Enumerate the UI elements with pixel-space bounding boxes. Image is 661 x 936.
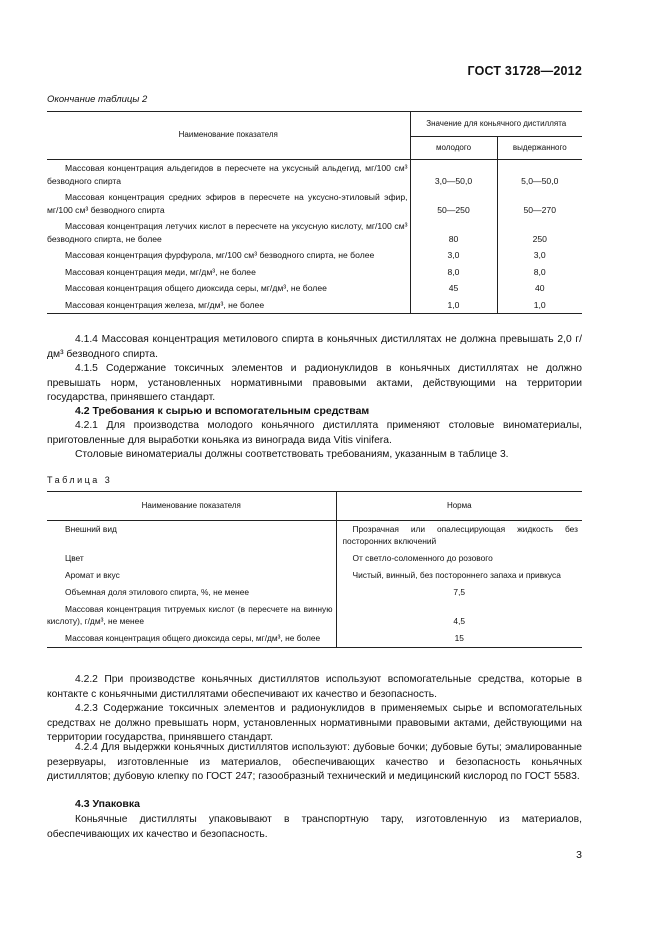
page-number: 3	[576, 849, 582, 861]
table-row	[47, 297, 582, 314]
table2-row-young: 50—250	[410, 189, 497, 218]
table2-row-young: 3,0—50,0	[410, 160, 497, 190]
table-row	[47, 630, 582, 648]
table3-header-name: Наименование показателя	[47, 492, 336, 521]
table2-row-name: Массовая концентрация железа, мг/дм³, не более	[65, 299, 265, 310]
table-2	[47, 111, 582, 314]
paragraph-4-2-1: 4.2.1 Для производства молодого коньячного дистиллята применяют столовые виноматериалы, приготовленные для выработки коньяка из винограда вида Vitis vinifera.	[47, 420, 582, 446]
table2-row-young: 3,0	[410, 247, 497, 264]
table3-row-norm: От светло-соломенного до розового	[352, 553, 493, 563]
table3-row-name: Цвет	[65, 553, 84, 563]
table2-row-aged: 1,0	[497, 297, 582, 314]
paragraph-4-3: Коньячные дистилляты упаковывают в транспортную тару, изготовленную из материалов, обеспечивающих их качество и безопасность.	[47, 814, 582, 840]
paragraph-4-2-4: 4.2.4 Для выдержки коньячных дистиллятов используют: дубовые бочки; дубовые буты; эмалированные резервуары, изготовленные из материалов, обеспечивающих качество и безопасность коньячных дистиллятов; дубовую клепку по ГОСТ 247; газообразный технический и медицинский кислород по ГОСТ 5583.	[47, 742, 582, 782]
table3-row-norm: 15	[336, 630, 582, 648]
table3-header-norm: Норма	[336, 492, 582, 521]
table2-row-name: Массовая концентрация общего диоксида серы, мг/дм³, не более	[65, 283, 327, 293]
table3-row-name: Объемная доля этилового спирта, %, не менее	[65, 587, 250, 597]
table3-caption: Таблица 3	[47, 475, 113, 485]
table2-row-aged: 5,0—50,0	[521, 175, 559, 186]
table3-row-norm: 7,5	[453, 587, 466, 597]
table2-row-name: Массовая концентрация фурфурола, мг/100 см³ безводного спирта, не более	[65, 250, 375, 260]
paragraph-4-1-4: 4.1.4 Массовая концентрация метилового спирта в коньячных дистиллятах не должна превышать 2,0 г/дм³ безводного спирта.	[47, 334, 582, 360]
table2-header-young: молодого	[410, 137, 497, 160]
table2-row-young: 1,0	[410, 297, 497, 314]
table3-row-name: Внешний вид	[65, 524, 117, 534]
table2-row-name: Массовая концентрация средних эфиров в пересчете на уксусно-этиловый эфир, мг/100 см³ безводного спирта	[47, 192, 408, 215]
table-row	[47, 521, 582, 551]
table2-header-group: Значение для коньячного дистиллята	[410, 112, 582, 137]
table3-row-norm: Прозрачная или опалесцирующая жидкость без посторонних включений	[342, 524, 578, 546]
table2-row-aged: 250	[532, 233, 547, 244]
table-row	[47, 160, 582, 190]
table3-row-name: Массовая концентрация общего диоксида серы, мг/дм³, не более	[65, 633, 321, 643]
table3-row-norm: Чистый, винный, без постороннего запаха и привкуса	[352, 570, 561, 580]
table2-row-aged: 3,0	[533, 250, 546, 260]
table2-row-young: 45	[410, 280, 497, 297]
paragraph-4-2-3: 4.2.3 Содержание токсичных элементов и радионуклидов в применяемых сырье и вспомогательных средствах не должно превышать норм, установленных нормативными правовыми актами, действующими на территории государства, принявшего стандарт.	[47, 703, 582, 743]
table2-row-name: Массовая концентрация летучих кислот в пересчете на уксусную кислоту, мг/100 см³ безводного спирта, не более	[47, 221, 408, 244]
table2-row-aged: 50—270	[523, 204, 556, 215]
table-row	[47, 189, 582, 218]
section-heading-4-3: 4.3 Упаковка	[75, 798, 140, 810]
table-row	[47, 584, 582, 601]
table2-row-aged: 40	[534, 283, 545, 293]
document-header: ГОСТ 31728—2012	[467, 64, 582, 78]
table2-row-young: 8,0	[410, 264, 497, 281]
table-row	[47, 567, 582, 584]
table3-row-name: Массовая концентрация титруемых кислот (в пересчете на винную кислоту), г/дм³, не менее	[47, 604, 333, 626]
table2-header-name: Наименование показателя	[47, 112, 410, 160]
table3-row-name: Аромат и вкус	[65, 570, 120, 580]
table2-row-name: Массовая концентрация меди, мг/дм³, не более	[65, 266, 256, 277]
table2-caption: Окончание таблицы 2	[47, 94, 148, 105]
paragraph-4-2-1-continued: Столовые виноматериалы должны соответствовать требованиям, указанным в таблице 3.	[75, 449, 509, 460]
table-row	[47, 247, 582, 264]
table2-row-aged: 8,0	[533, 266, 546, 277]
table-row	[47, 280, 582, 297]
table2-header-aged: выдержанного	[497, 137, 582, 160]
table2-row-young: 80	[410, 218, 497, 247]
table-3	[47, 491, 582, 648]
paragraph-4-2-2: 4.2.2 При производстве коньячных дистиллятов используют вспомогательные средства, которые в контакте с коньячными дистиллятами обеспечивают их качество и безопасность.	[47, 674, 582, 700]
table-row	[47, 601, 582, 630]
table3-row-norm: 4,5	[453, 616, 466, 626]
table2-row-name: Массовая концентрация альдегидов в пересчете на уксусный альдегид, мг/100 см³ безводного спирта	[47, 163, 408, 186]
table-row	[47, 550, 582, 567]
section-heading-4-2: 4.2 Требования к сырью и вспомогательным средствам	[75, 405, 370, 417]
table-row	[47, 218, 582, 247]
paragraph-4-1-5: 4.1.5 Содержание токсичных элементов и радионуклидов в коньячных дистиллятах не должно превышать норм, установленных нормативными правовыми актами, действующими на территории государства, принявшего стандарт.	[47, 363, 582, 403]
table-row	[47, 264, 582, 281]
